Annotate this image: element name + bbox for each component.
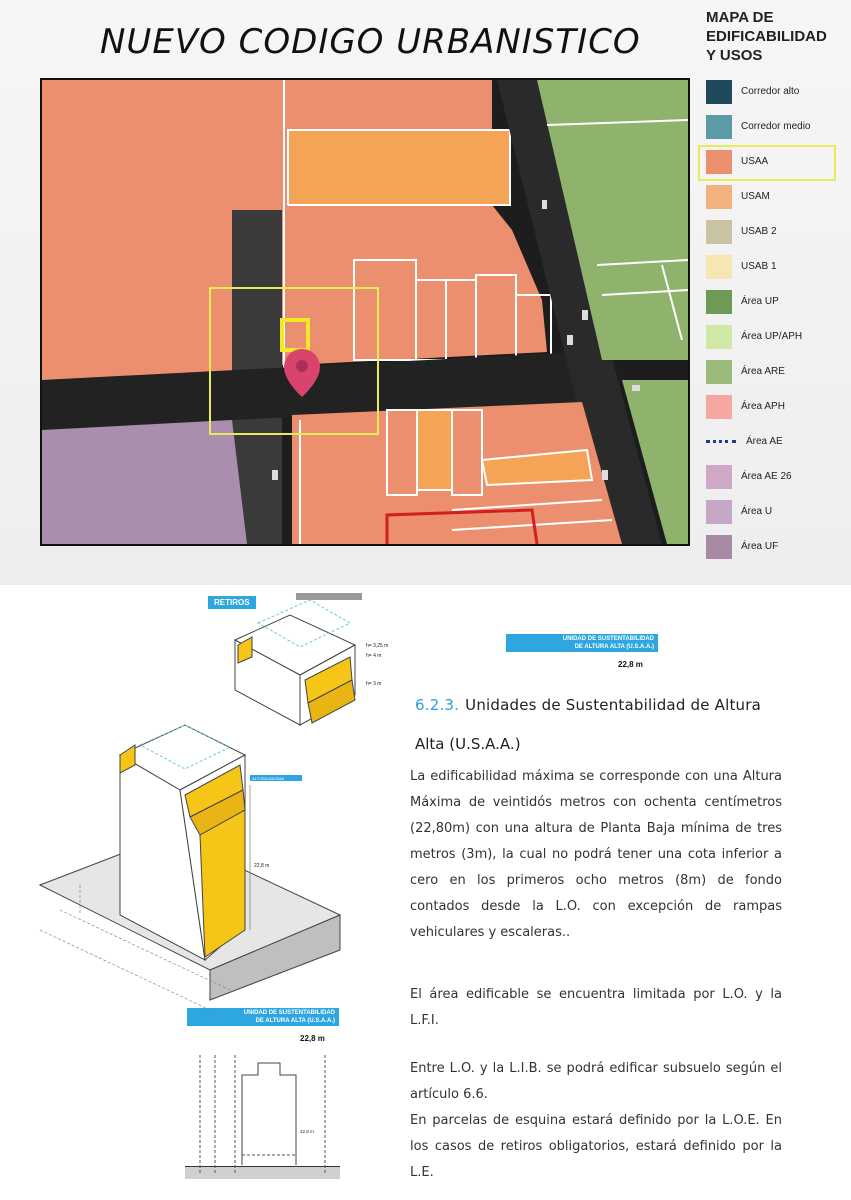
altura-maxima-label: ALTURA MAXIMA <box>252 776 285 781</box>
top-panel <box>0 0 851 585</box>
large-building-diagram <box>40 725 340 1000</box>
legend-swatch <box>706 115 732 139</box>
map-block-purple <box>42 420 247 544</box>
paragraph: La edificabilidad máxima se corresponde con una Altura Máxima de veintidós metros con ochenta centímetros (22,80m) con una altura de Planta Baja mínima de tres metros (3m), la cual no podrá tener una cota inferior a cero en los primeros ocho metros (8m) de fondo contados desde la L.O. con excepción de rampas vehiculares y escaleras.. <box>410 769 782 940</box>
legend-label: USAB 1 <box>741 261 777 272</box>
legend-swatch <box>706 185 732 209</box>
badge-line: UNIDAD DE SUSTENTABILIDAD <box>562 636 654 642</box>
dim-label: h= 3,25 m <box>366 643 389 649</box>
legend-label: Corredor medio <box>741 121 811 132</box>
legend-label: Área UP/APH <box>741 331 803 342</box>
badge-line: UNIDAD DE SUSTENTABILIDAD <box>243 1010 335 1016</box>
legend-swatch <box>706 255 732 279</box>
legend-swatch <box>706 430 732 454</box>
map-svg <box>42 80 688 544</box>
legend-title-line: EDIFICABILIDAD <box>706 28 827 45</box>
section-number: 6.2.3. <box>415 696 460 714</box>
legend-item <box>706 290 846 314</box>
legend-item <box>706 185 846 209</box>
small-building-diagram <box>235 600 355 725</box>
building-diagrams <box>0 585 400 1200</box>
legend-label: Área AE 26 <box>741 471 792 482</box>
retiros-label: RETIROS <box>208 596 256 609</box>
legend-label: Corredor alto <box>741 86 800 97</box>
section-title <box>415 696 761 714</box>
legend-label: Área APH <box>741 401 785 412</box>
legend-label: USAB 2 <box>741 226 777 237</box>
small-diagram-tag <box>296 593 362 600</box>
legend-swatch <box>706 80 732 104</box>
dim-label: 22,8 m <box>254 863 270 869</box>
legend-swatch <box>706 395 732 419</box>
legend-item <box>706 465 846 489</box>
legend-item <box>706 255 846 279</box>
paragraph: En parcelas de esquina estará definido por la L.O.E. En los casos de retiros obligatorios, estará definido por la L.E. <box>410 1113 782 1180</box>
legend-item <box>706 115 846 139</box>
legend-label: Área UP <box>741 296 779 307</box>
legend-item <box>706 80 846 104</box>
legend-title-line: Y USOS <box>706 47 763 64</box>
legend-swatch <box>706 325 732 349</box>
legend-label: USAA <box>741 156 769 167</box>
legend-highlight-frame <box>698 145 836 181</box>
section-title-text: Unidades de Sustentabilidad de Altura <box>465 696 762 714</box>
legend-swatch <box>706 290 732 314</box>
legend-title-line: MAPA DE <box>706 9 774 26</box>
dim-label: 22,8 m <box>300 1129 314 1134</box>
dim-label: h= 3 m <box>366 681 382 687</box>
paragraph: El área edificable se encuentra limitada por L.O. y la L.F.I. <box>410 987 782 1028</box>
legend-swatch <box>706 535 732 559</box>
legend-label: Área ARE <box>741 366 785 377</box>
badge-line: DE ALTURA ALTA (U.S.A.A.) <box>574 644 654 650</box>
badge-value: 22,8 m <box>618 660 643 669</box>
legend-swatch <box>706 220 732 244</box>
map-block-usaa <box>242 205 547 365</box>
section-elevation <box>185 1055 340 1179</box>
legend-item <box>706 220 846 244</box>
section-title-line2: Alta (U.S.A.A.) <box>415 735 521 753</box>
legend-swatch <box>706 500 732 524</box>
legend-item <box>706 395 846 419</box>
page-title: NUEVO CODIGO URBANISTICO <box>100 22 641 62</box>
legend-label: Área UF <box>741 541 779 552</box>
usaa-badge-top <box>506 634 658 652</box>
dim-label: h= 4 m <box>366 653 382 659</box>
zoning-map <box>40 78 690 546</box>
badge-line: DE ALTURA ALTA (U.S.A.A.) <box>255 1018 335 1024</box>
map-block-usam <box>288 130 510 205</box>
legend-label: Área U <box>741 506 773 517</box>
legend-item <box>706 325 846 349</box>
legend-item <box>706 430 846 454</box>
legend-title <box>706 8 851 65</box>
legend-swatch <box>706 465 732 489</box>
legend-swatch <box>706 360 732 384</box>
legend-label: USAM <box>741 191 770 202</box>
legend-item <box>706 535 846 559</box>
legend-item <box>706 500 846 524</box>
map-block-usam <box>417 410 452 490</box>
paragraph: Entre L.O. y la L.I.B. se podrá edificar subsuelo según el artículo 6.6. <box>410 1061 782 1102</box>
badge-value: 22,8 m <box>300 1034 325 1043</box>
legend-item <box>706 360 846 384</box>
legend-label: Área AE <box>746 436 783 447</box>
